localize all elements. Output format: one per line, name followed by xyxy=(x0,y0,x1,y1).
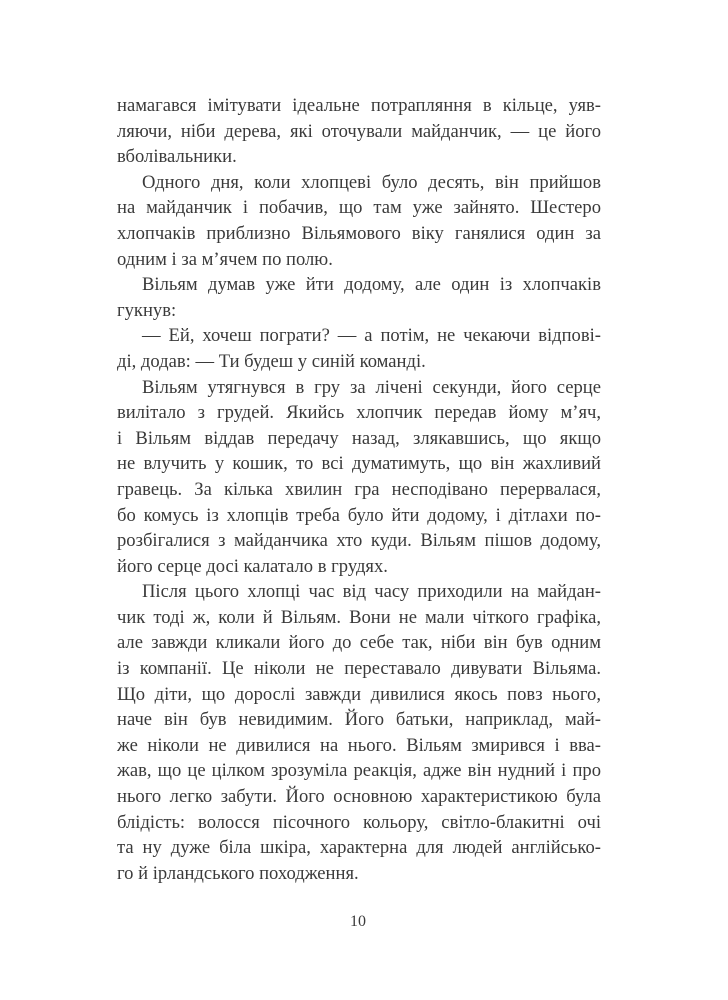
text-line: чик тоді ж, коли й Вільям. Вони не мали чіткого графіка, xyxy=(117,606,601,628)
text-line: одним і за м’ячем по полю. xyxy=(117,248,333,270)
text-line: ляючи, ніби дерева, які оточували майданчик, — це його xyxy=(117,120,601,142)
text-line: але завжди кликали його до себе так, ніби він був одним xyxy=(117,632,601,654)
text-line: та ну дуже біла шкіра, характерна для людей англійсько- xyxy=(117,837,601,859)
text-line: його серце досі калатало в грудях. xyxy=(117,555,388,577)
text-line: намагався імітувати ідеальне потрапляння в кільце, уяв- xyxy=(117,95,601,116)
paragraph-1 xyxy=(117,93,601,170)
text-line: Вільям думав уже йти додому, але один із хлопчаків xyxy=(142,274,601,296)
paragraph-3 xyxy=(117,272,601,323)
text-line: наче він був невидимим. Його батьки, наприклад, май- xyxy=(117,709,601,731)
text-line: бо комусь із хлопців треба було йти додому, і дітлахи по- xyxy=(117,504,601,526)
text-line: гравець. За кілька хвилин гра несподівано перервалася, xyxy=(117,478,601,500)
paragraph-6 xyxy=(117,579,601,886)
text-line: не влучить у кошик, то всі думатимуть, що він жахливий xyxy=(117,453,601,475)
text-line: хлопчаків приблизно Вільямового віку ганялися один за xyxy=(117,222,601,244)
paragraph-5 xyxy=(117,375,601,580)
text-line: Після цього хлопці час від часу приходили на майдан- xyxy=(142,581,601,603)
text-line: Одного дня, коли хлопцеві було десять, він прийшов xyxy=(142,171,601,193)
paragraph-4-dialogue xyxy=(117,323,601,374)
text-line: го й ірландського походження. xyxy=(117,862,359,884)
body-text xyxy=(117,93,601,886)
text-line: нього легко забути. Його основною характеристикою була xyxy=(117,786,601,808)
text-line: вболівальники. xyxy=(117,146,237,168)
text-line: блідість: волосся пісочного кольору, світло-блакитні очі xyxy=(117,811,601,833)
paragraph-2 xyxy=(117,170,601,272)
text-line: із компанії. Це ніколи не переставало дивувати Вільяма. xyxy=(117,658,601,680)
page-number: 10 xyxy=(350,913,366,930)
text-line: розбігалися з майданчика хто куди. Вільям пішов додому, xyxy=(117,530,601,552)
text-line: — Ей, хочеш пограти? — а потім, не чекаючи відпові- xyxy=(142,325,601,347)
text-line: Вільям утягнувся в гру за лічені секунди, його серце xyxy=(142,376,601,398)
text-line: ді, додав: — Ти будеш у синій команді. xyxy=(117,350,426,372)
text-line: же ніколи не дивилися на нього. Вільям змирився і вва- xyxy=(117,734,601,756)
text-line: Що діти, що дорослі завжди дивилися якось повз нього, xyxy=(117,683,601,705)
text-line: гукнув: xyxy=(117,299,177,321)
text-line: на майданчик і побачив, що там уже зайнято. Шестеро xyxy=(117,197,601,219)
text-line: і Вільям віддав передачу назад, злякавшись, що якщо xyxy=(117,427,601,449)
text-line: жав, що це цілком зрозуміла реакція, адже він нудний і про xyxy=(117,760,601,782)
text-line: вилітало з грудей. Якийсь хлопчик передав йому м’яч, xyxy=(117,402,601,424)
